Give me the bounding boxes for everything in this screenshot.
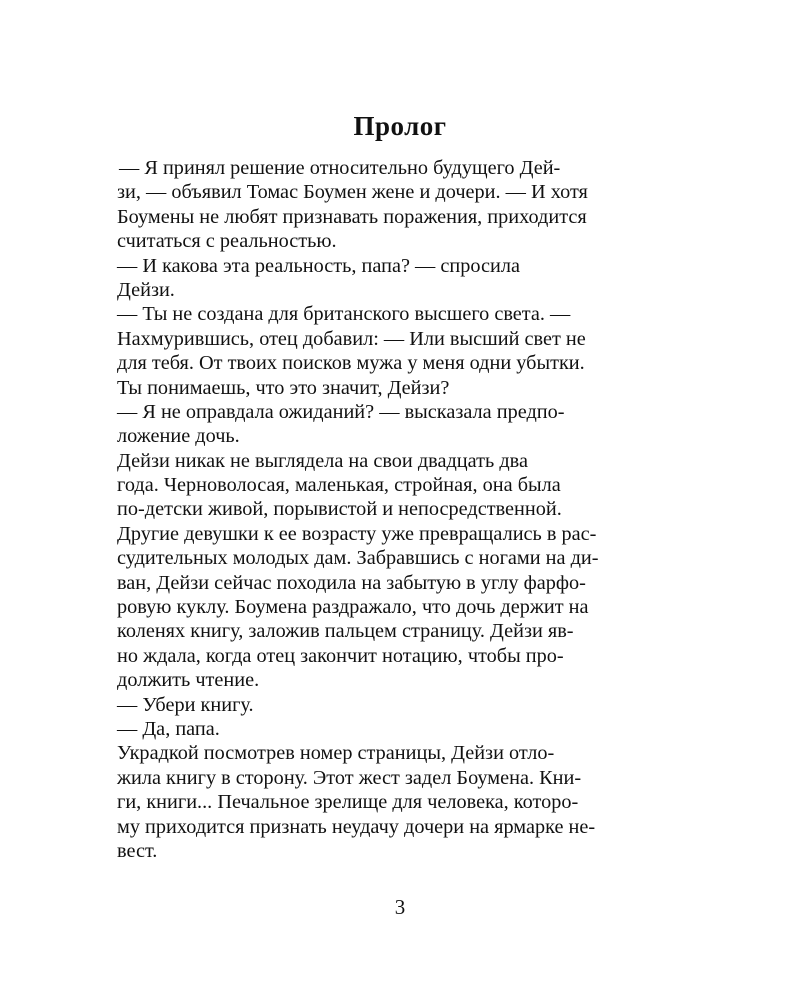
chapter-body [117,156,675,863]
text-line-6: Дейзи. [117,278,175,301]
chapter-title: Пролог [353,111,447,141]
text-line-13: Дейзи никак не выглядела на свои двадцать два [117,449,528,472]
text-line-1: — Я принял решение относительно будущего Дей- [119,157,561,179]
text-line-21: но ждала, когда отец закончит нотацию, чтобы про- [117,644,564,667]
text-line-22: должить чтение. [117,669,260,692]
text-line-3: Боумены не любят признавать поражения, приходится [117,205,587,228]
text-line-10: Ты понимаешь, что это значит, Дейзи? [117,376,450,399]
text-line-29: вест. [117,839,158,862]
text-line-5: — И какова эта реальность, папа? — спросила [117,254,521,277]
text-line-23: — Убери книгу. [117,693,254,716]
text-line-11: — Я не оправдала ожиданий? — высказала предпо- [117,400,565,423]
text-line-27: ги, книги... Печальное зрелище для человека, которо- [117,791,579,814]
text-line-4: считаться с реальностью. [117,230,337,253]
text-line-12: ложение дочь. [117,425,240,448]
text-line-15: по-детски живой, порывистой и непосредственной. [117,498,562,521]
text-line-24: — Да, папа. [117,717,220,740]
text-line-8: Нахмурившись, отец добавил: — Или высший свет не [117,327,586,350]
text-line-19: ровую куклу. Боумена раздражало, что дочь держит на [117,596,589,619]
text-line-26: жила книгу в сторону. Этот жест задел Боумена. Кни- [117,766,582,789]
text-line-7: — Ты не создана для британского высшего света. — [117,303,571,326]
text-line-2: зи, — объявил Томас Боумен жене и дочери. — И хотя [117,181,588,204]
text-line-14: года. Черноволосая, маленькая, стройная, она была [117,474,561,497]
text-line-17: судительных молодых дам. Забравшись с ногами на ди- [117,547,599,570]
text-line-9: для тебя. От твоих поисков мужа у меня одни убытки. [117,352,585,375]
text-line-16: Другие девушки к ее возрасту уже превращались в рас- [117,522,597,545]
text-line-20: коленях книгу, заложив пальцем страницу. Дейзи яв- [117,620,574,643]
text-line-25: Украдкой посмотрев номер страницы, Дейзи отло- [117,742,555,765]
text-line-18: ван, Дейзи сейчас походила на забытую в углу фарфо- [117,571,586,594]
text-line-28: му приходится признать неудачу дочери на ярмарке не- [117,815,596,838]
page-number: 3 [394,895,406,919]
